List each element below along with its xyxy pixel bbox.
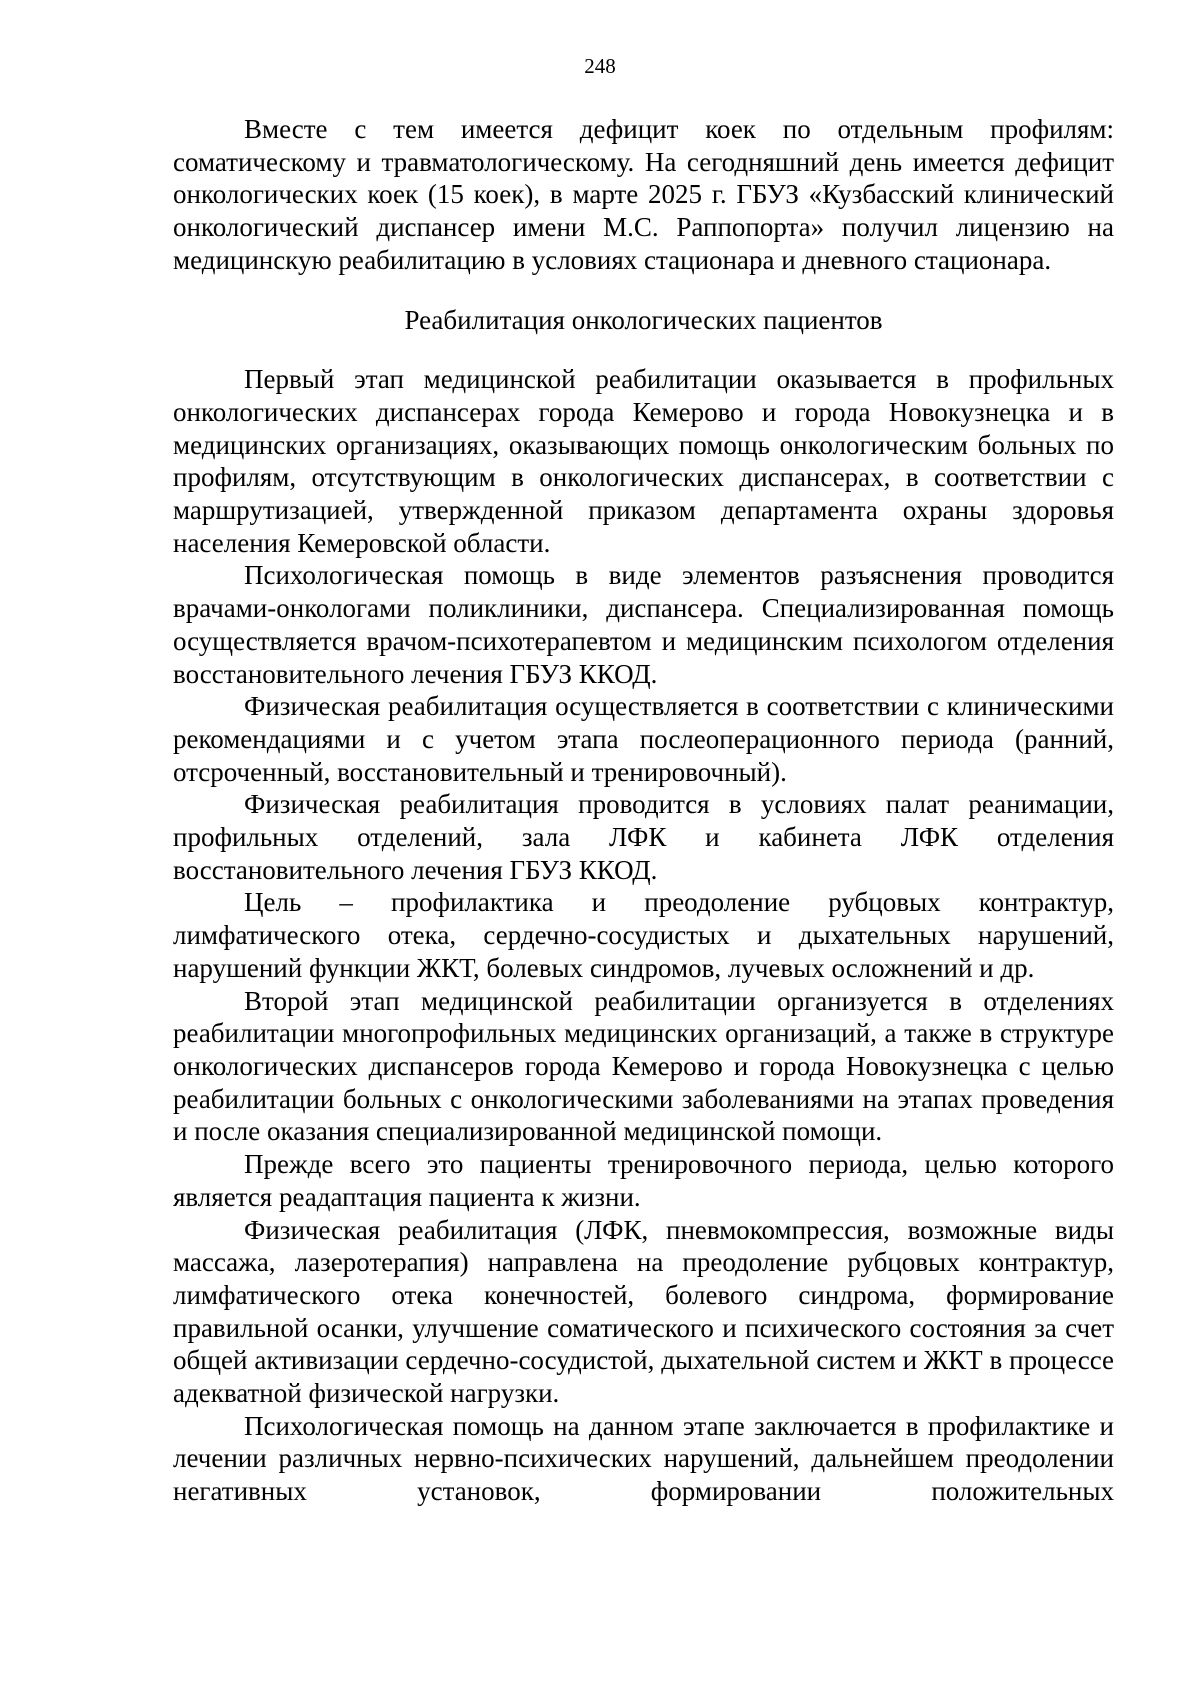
paragraph-physical-rehab-methods: Физическая реабилитация (ЛФК, пневмокомпрессия, возможные виды массажа, лазеротерапия) направлена на преодоление рубцовых контрактур, лимфатического отека конечностей, болевого синдрома, формирование правильной осанки, улучшение соматического и психического состояния за счет общей активизации сердечно-сосудистой, дыхательной систем и ЖКТ в процессе адекватной физической нагрузки.	[173, 1214, 1114, 1409]
paragraph-psychological-help: Психологическая помощь в виде элементов разъяснения проводится врачами-онкологами поликлиники, диспансера. Специализированная помощь осуществляется врачом-психотерапевтом и медицинским психологом отделения восстановительного лечения ГБУЗ ККОД.	[173, 560, 1114, 689]
page-number: 248	[584, 54, 616, 78]
page-body	[173, 113, 1114, 1508]
paragraph-physical-rehab-locations: Физическая реабилитация проводится в условиях палат реанимации, профильных отделений, зала ЛФК и кабинета ЛФК отделения восстановительного лечения ГБУЗ ККОД.	[173, 789, 1114, 885]
paragraph-physical-rehab-guidelines: Физическая реабилитация осуществляется в соответствии с клиническими рекомендациями и с учетом этапа послеоперационного периода (ранний, отсроченный, восстановительный и тренировочный).	[173, 691, 1114, 787]
paragraph-first-stage: Первый этап медицинской реабилитации оказывается в профильных онкологических диспансерах города Кемерово и города Новокузнецка и в медицинских организациях, оказывающих помощь онкологическим больных по профилям, отсутствующим в онкологических диспансерах, в соответствии с маршрутизацией, утвержденной приказом департамента охраны здоровья населения Кемеровской области.	[173, 364, 1114, 558]
paragraph-training-period: Прежде всего это пациенты тренировочного периода, целью которого является реадаптация пациента к жизни.	[173, 1149, 1114, 1212]
section-heading: Реабилитация онкологических пациентов	[404, 304, 883, 335]
intro-paragraph: Вместе с тем имеется дефицит коек по отдельным профилям: соматическому и травматологическому. На сегодняшний день имеется дефицит онкологических коек (15 коек), в марте 2025 г. ГБУЗ «Кузбасский клинический онкологический диспансер имени М.С. Раппопорта» получил лицензию на медицинскую реабилитацию в условиях стационара и дневного стационара.	[173, 114, 1114, 275]
paragraph-goal: Цель – профилактика и преодоление рубцовых контрактур, лимфатического отека, сердечно-сосудистых и дыхательных нарушений, нарушений функции ЖКТ, болевых синдромов, лучевых осложнений и др.	[173, 887, 1114, 983]
paragraph-second-stage: Второй этап медицинской реабилитации организуется в отделениях реабилитации многопрофильных медицинских организаций, а также в структуре онкологических диспансеров города Кемерово и города Новокузнецка с целью реабилитации больных с онкологическими заболеваниями на этапах проведения и после оказания специализированной медицинской помощи.	[173, 985, 1114, 1147]
paragraph-psychological-help-stage: Психологическая помощь на данном этапе заключается в профилактике и лечении различных нервно-психических нарушений, дальнейшем преодолении негативных установок, формировании положительных	[173, 1410, 1114, 1507]
